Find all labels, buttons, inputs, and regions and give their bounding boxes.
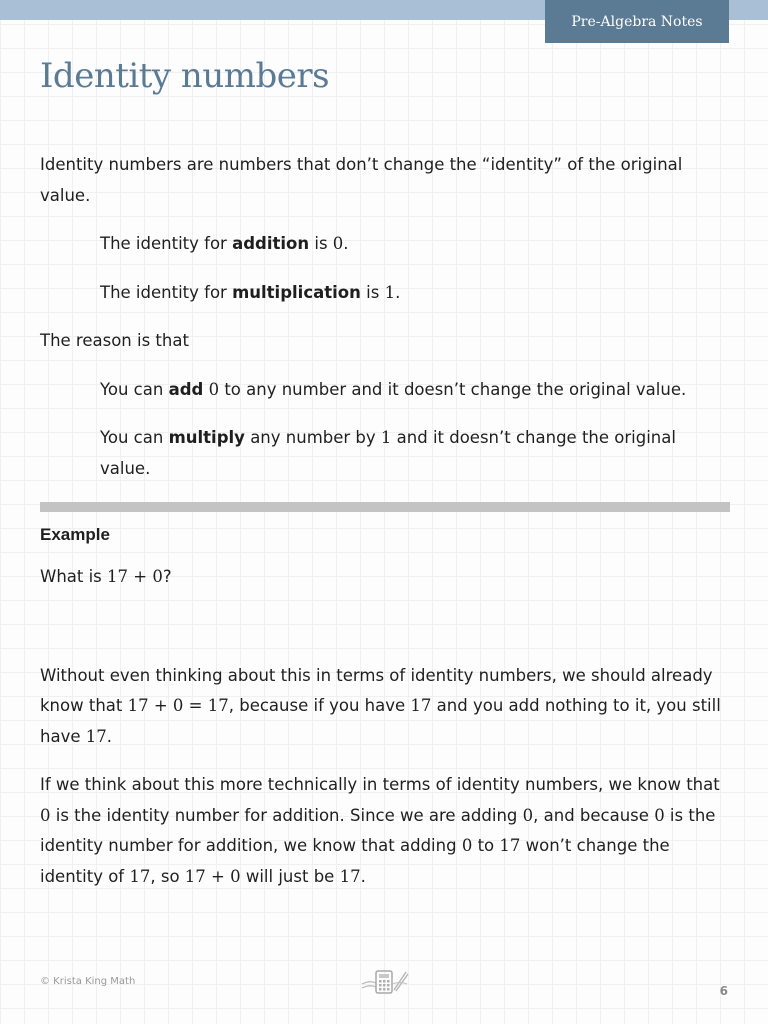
reason-bold: multiply bbox=[168, 428, 245, 447]
math: 17 bbox=[129, 866, 151, 886]
example-label: Example bbox=[40, 525, 110, 544]
math: 0 bbox=[40, 805, 51, 825]
math: 17 bbox=[499, 836, 521, 855]
answer-paragraph-2 bbox=[40, 770, 730, 892]
spacer bbox=[40, 611, 730, 661]
rule-multiplication bbox=[100, 278, 730, 309]
answer-text: . bbox=[360, 866, 366, 886]
page-content bbox=[40, 150, 730, 910]
reason-text: You can bbox=[100, 379, 169, 399]
rule-text: is bbox=[309, 234, 333, 253]
rule-text: . bbox=[343, 234, 349, 253]
answer-text: won’t change the identity of bbox=[40, 836, 670, 886]
section-divider bbox=[40, 502, 730, 512]
answer-text: is the identity number for addition. Since we are adding bbox=[50, 805, 523, 825]
answer-text: and you add nothing to it, you still have bbox=[40, 696, 721, 746]
answer-text: will just be bbox=[240, 866, 340, 886]
answer-text: Without even thinking about this in terms of identity numbers, we should already know that bbox=[40, 665, 713, 715]
question-text: What is bbox=[40, 567, 108, 586]
reason-multiply bbox=[100, 423, 730, 484]
reason-text: You can bbox=[100, 428, 169, 447]
math: 0 bbox=[654, 805, 665, 825]
intro-paragraph bbox=[40, 150, 730, 211]
reason-paragraph: The reason is that bbox=[40, 331, 189, 350]
page-title: Identity numbers bbox=[40, 56, 330, 96]
answer-text: to bbox=[472, 836, 500, 855]
answer-text: , and because bbox=[533, 805, 655, 825]
answer-text: , so bbox=[150, 866, 185, 886]
answer-text: , because if you have bbox=[228, 696, 411, 715]
reason-text: any number by bbox=[244, 428, 381, 447]
intro-text: Identity numbers are numbers that don’t change the “identity” of the original value. bbox=[40, 155, 683, 205]
math: 17 + 0 = 17 bbox=[127, 696, 229, 715]
rule-bold: addition bbox=[232, 234, 310, 253]
reason-text: and it doesn’t change the original value. bbox=[100, 428, 676, 478]
page-number: 6 bbox=[719, 984, 728, 998]
math: 17 bbox=[410, 696, 432, 715]
math: 17 bbox=[339, 866, 361, 886]
reason-add bbox=[100, 375, 730, 406]
rule-text: is bbox=[360, 282, 385, 302]
answer-paragraph-1 bbox=[40, 661, 730, 753]
math: 0 bbox=[208, 379, 220, 399]
header-tag: Pre-Algebra Notes bbox=[545, 0, 729, 43]
question-text: ? bbox=[162, 567, 172, 586]
math: 0 bbox=[522, 805, 534, 825]
rule-addition bbox=[100, 229, 730, 260]
copyright: © Krista King Math bbox=[40, 976, 136, 987]
math: 17 bbox=[85, 726, 107, 746]
math: 0 bbox=[461, 836, 473, 855]
answer-text: is the identity number for addition, we know that adding bbox=[40, 805, 716, 855]
reason-bold: add bbox=[168, 379, 204, 399]
rule-text: The identity for bbox=[100, 234, 233, 253]
answer-text: If we think about this more technically in terms of identity numbers, we know that bbox=[40, 775, 720, 794]
answer-text: . bbox=[106, 726, 112, 746]
rule-bold: multiplication bbox=[232, 282, 361, 302]
math: 1 bbox=[380, 428, 392, 447]
example-question bbox=[40, 562, 730, 593]
math: 0 bbox=[332, 234, 344, 253]
math: 17 + 0 bbox=[107, 567, 163, 586]
math: 1 bbox=[384, 282, 396, 302]
calculator-icon bbox=[360, 966, 410, 996]
math: 17 + 0 bbox=[184, 866, 241, 886]
rule-text: . bbox=[395, 282, 401, 302]
reason-text: to any number and it doesn’t change the original value. bbox=[219, 379, 687, 399]
rule-text: The identity for bbox=[100, 282, 233, 302]
